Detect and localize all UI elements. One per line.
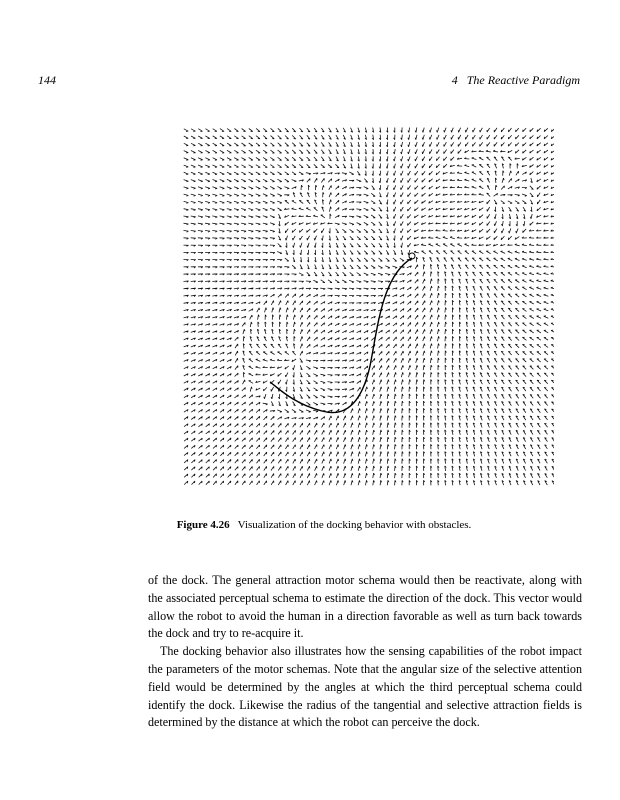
body-text — [148, 572, 582, 732]
field-vectors — [184, 128, 555, 486]
page-number: 144 — [38, 73, 56, 87]
paragraph-2: The docking behavior also illustrates how the sensing capabilities of the robot impact the parameters of the motor schemas. Note that the angular size of the selective attention field would be determined by the angles at which the third perceptual schema could identify the dock. Likewise the radius of the tangential and selective attraction fields is determined by the distance at which the robot can perceive the dock. — [148, 644, 582, 730]
figure-label: Figure 4.26 — [176, 519, 230, 531]
running-head — [38, 73, 580, 89]
docking-vector-field-figure — [182, 126, 554, 486]
paragraph-1: of the dock. The general attraction motor schema would then be reactivate, along with the associated perceptual schema to estimate the direction of the dock. This vector would allow the robot to avoid the human in a direction favorable as well as turn back towards the dock and try to re-acquire it. — [148, 573, 582, 641]
vector-field-plot — [182, 126, 554, 486]
chapter-number: 4 — [451, 73, 458, 87]
chapter-title — [452, 73, 580, 88]
figure-caption — [0, 519, 620, 531]
robot-trajectory — [270, 258, 412, 413]
figure-caption-text: Visualization of the docking behavior with obstacles. — [237, 519, 472, 531]
chapter-title-text: The Reactive Paradigm — [466, 73, 580, 87]
